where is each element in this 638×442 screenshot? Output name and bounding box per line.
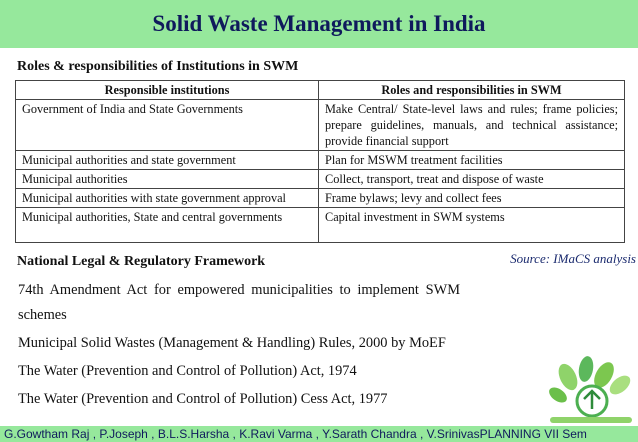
- list-item: 74th Amendment Act for empowered municipalities to implement SWM schemes: [18, 282, 460, 323]
- roles-heading: Roles & responsibilities of Institutions in SWM: [17, 59, 299, 74]
- footer-authors: G.Gowtham Raj , P.Joseph , B.L.S.Harsha , K.Ravi Varma , Y.Sarath Chandra , V.SrinivasPLANNING VII Sem: [4, 427, 587, 441]
- list-item: The Water (Prevention and Control of Pollution) Act, 1974: [18, 363, 357, 379]
- institution-cell: Municipal authorities, State and central governments: [16, 208, 319, 243]
- list-item: The Water (Prevention and Control of Pollution) Cess Act, 1977: [18, 391, 388, 407]
- table-row: [16, 151, 625, 170]
- framework-list: [18, 278, 460, 415]
- role-cell: Collect, transport, treat and dispose of waste: [319, 170, 625, 189]
- eco-leaves-recycle-icon: [548, 355, 634, 425]
- role-cell: Make Central/ State-level laws and rules; frame policies; prepare guidelines, manuals, and technical assistance; provide financial support: [319, 100, 625, 151]
- institution-cell: Municipal authorities and state government: [16, 151, 319, 170]
- institution-cell: Municipal authorities: [16, 170, 319, 189]
- column-header-institutions: Responsible institutions: [16, 81, 319, 100]
- role-cell: Capital investment in SWM systems: [319, 208, 625, 243]
- table-row: [16, 100, 625, 151]
- list-item: Municipal Solid Wastes (Management & Handling) Rules, 2000 by MoEF: [18, 335, 446, 351]
- table-row: [16, 208, 625, 243]
- role-cell: Frame bylaws; levy and collect fees: [319, 189, 625, 208]
- table-row: [16, 170, 625, 189]
- column-header-roles: Roles and responsibilities in SWM: [319, 81, 625, 100]
- framework-heading: National Legal & Regulatory Framework: [17, 254, 266, 269]
- institution-cell: Government of India and State Governments: [16, 100, 319, 151]
- table-header-row: [16, 81, 625, 100]
- institution-cell: Municipal authorities with state government approval: [16, 189, 319, 208]
- table-row: [16, 189, 625, 208]
- title-bar: [0, 0, 638, 48]
- source-note: Source: IMaCS analysis: [510, 251, 636, 266]
- page-title: Solid Waste Management in India: [152, 11, 486, 36]
- roles-table: [15, 80, 625, 243]
- role-cell: Plan for MSWM treatment facilities: [319, 151, 625, 170]
- footer-bar: [0, 426, 638, 442]
